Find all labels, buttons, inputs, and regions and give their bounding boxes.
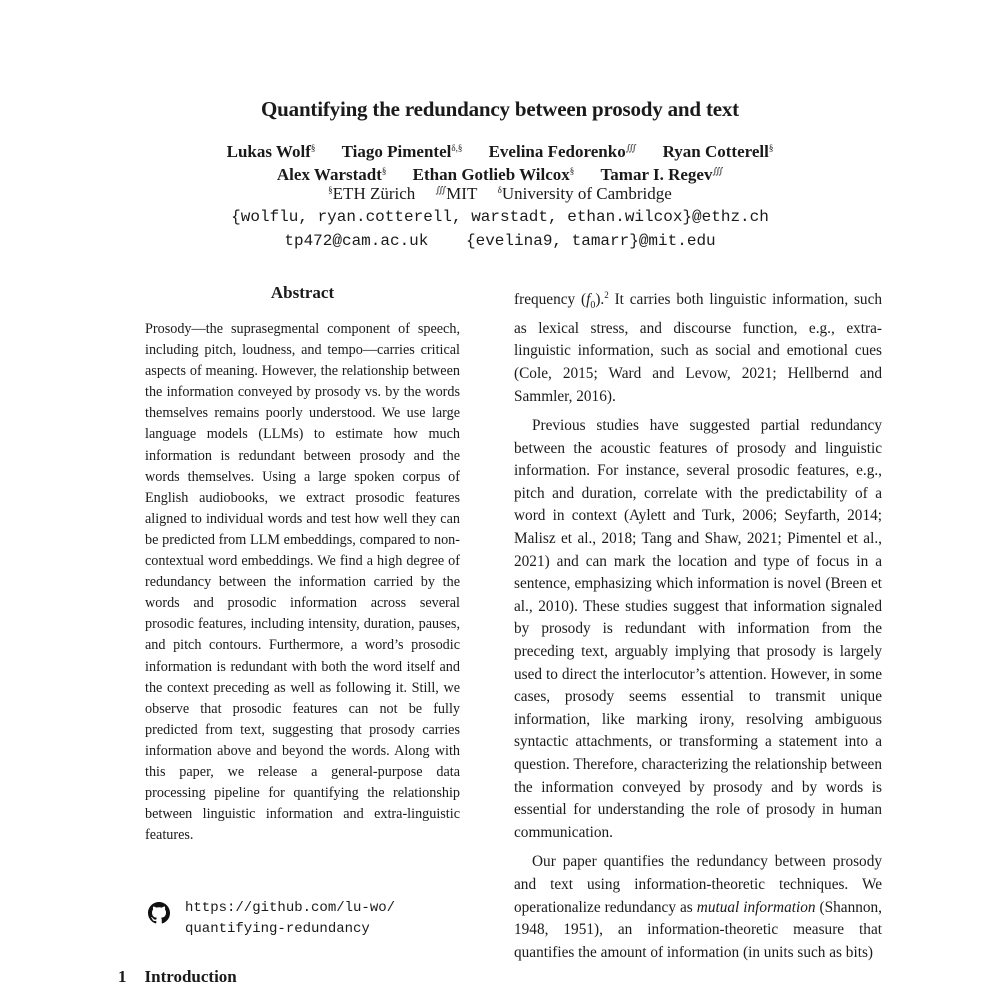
affiliation: ∭MIT: [435, 184, 478, 203]
paragraph-prosody-frequency: frequency $(f_0).^2$ It carries both linguistic information, such as lexical stress, and discourse function, e.g., extra-linguistic information, such as social and emotional cues (Cole, 2015; Ward and Levow, 2021; Hellbernd and Sammler, 2016).: [514, 290, 883, 405]
right-column: [514, 284, 882, 971]
author: Tamar I. Regev∭: [600, 165, 724, 184]
section-number: 1: [118, 967, 127, 986]
affiliation: §ETH Zürich: [328, 184, 416, 203]
footnote-marker: 2: [604, 290, 609, 300]
author: Tiago Pimentel$^{\delta,\S}$: [341, 142, 463, 161]
section-heading-introduction: [118, 967, 237, 987]
author: Lukas Wolf§: [226, 142, 316, 161]
github-url: https://github.com/lu-wo/ quantifying-redundancy: [185, 900, 396, 937]
affiliation: $^\delta$University of Cambridge: [497, 184, 672, 203]
affiliations: [0, 184, 1000, 204]
paragraph-previous-studies: Previous studies have suggested partial redundancy between the acoustic features of prosody and linguistic information. For instance, several prosodic features, e.g., pitch and duration, correlate with the predictability of a word in context (Aylett and Turk, 2006; Seyfarth, 2014; Malisz et al., 2018; Tang and Shaw, 2021; Pimentel et al., 2021) and can mark the location and type of focus in a sentence, emphasizing which information is novel (Breen et al., 2010). These studies suggest that information signaled by prosody is redundant with information from the preceding text, arguably implying that prosody is largely used to direct the interlocutor’s attention. However, in some cases, prosody seems essential to transmit unique information, like marking irony, resolving ambiguous syntactic attachments, or transforming a statement into a question. Therefore, characterizing the relationship between the information conveyed by prosody and by words is essential for understanding the role of prosody in human communication.: [514, 417, 882, 841]
author: Alex Warstadt§: [276, 165, 387, 184]
email-mit: {evelina9, tamarr}@mit.edu: [466, 232, 716, 250]
paragraph-our-paper: Our paper quantifies the redundancy between prosody and text using information-theoretic techniques. We operationalize redundancy as mutual information (Shannon, 1948, 1951), an information-theoretic measure that quantifies the amount of information (in units such as bits): [514, 853, 882, 961]
author: Evelina Fedorenko∭: [488, 142, 637, 161]
author-list-row-2: [0, 160, 1000, 186]
author-emails-line-2: [0, 232, 1000, 250]
author: Ryan Cotterell§: [662, 142, 774, 161]
paper-title: Quantifying the redundancy between prosody and text: [261, 97, 739, 121]
abstract-body: Prosody—the suprasegmental component of speech, including pitch, loudness, and tempo—carries critical aspects of meaning. However, the relationship between the information conveyed by prosody vs. by the words themselves remains poorly understood. We use large language models (LLMs) to estimate how much information is redundant between prosody and the words themselves. Using a large spoken corpus of English audiobooks, we extract prosodic features aligned to individual words and test how well they can be predicted from LLM embeddings, compared to non-contextual word embeddings. We find a high degree of redundancy between the information carried by the words and prosodic information across several prosodic features, including intensity, duration, pauses, and pitch contours. Furthermore, a word’s prosodic information is redundant with both the word itself and the context preceding as well as following it. Still, we observe that prosodic features can not be fully predicted from text, suggesting that prosody carries information above and beyond the words. Along with this paper, we release a general-purpose data processing pipeline for quantifying the relationship between linguistic information and extra-linguistic features.: [145, 321, 460, 844]
email-cambridge: tp472@cam.ac.uk: [284, 232, 429, 250]
author: Ethan Gotlieb Wilcox§: [412, 165, 575, 184]
author-emails-line-1: {wolflu, ryan.cotterell, warstadt, ethan.wilcox}@ethz.ch: [231, 208, 769, 226]
section-title: Introduction: [144, 967, 237, 986]
abstract-heading: Abstract: [270, 283, 335, 302]
github-icon: [148, 902, 170, 924]
